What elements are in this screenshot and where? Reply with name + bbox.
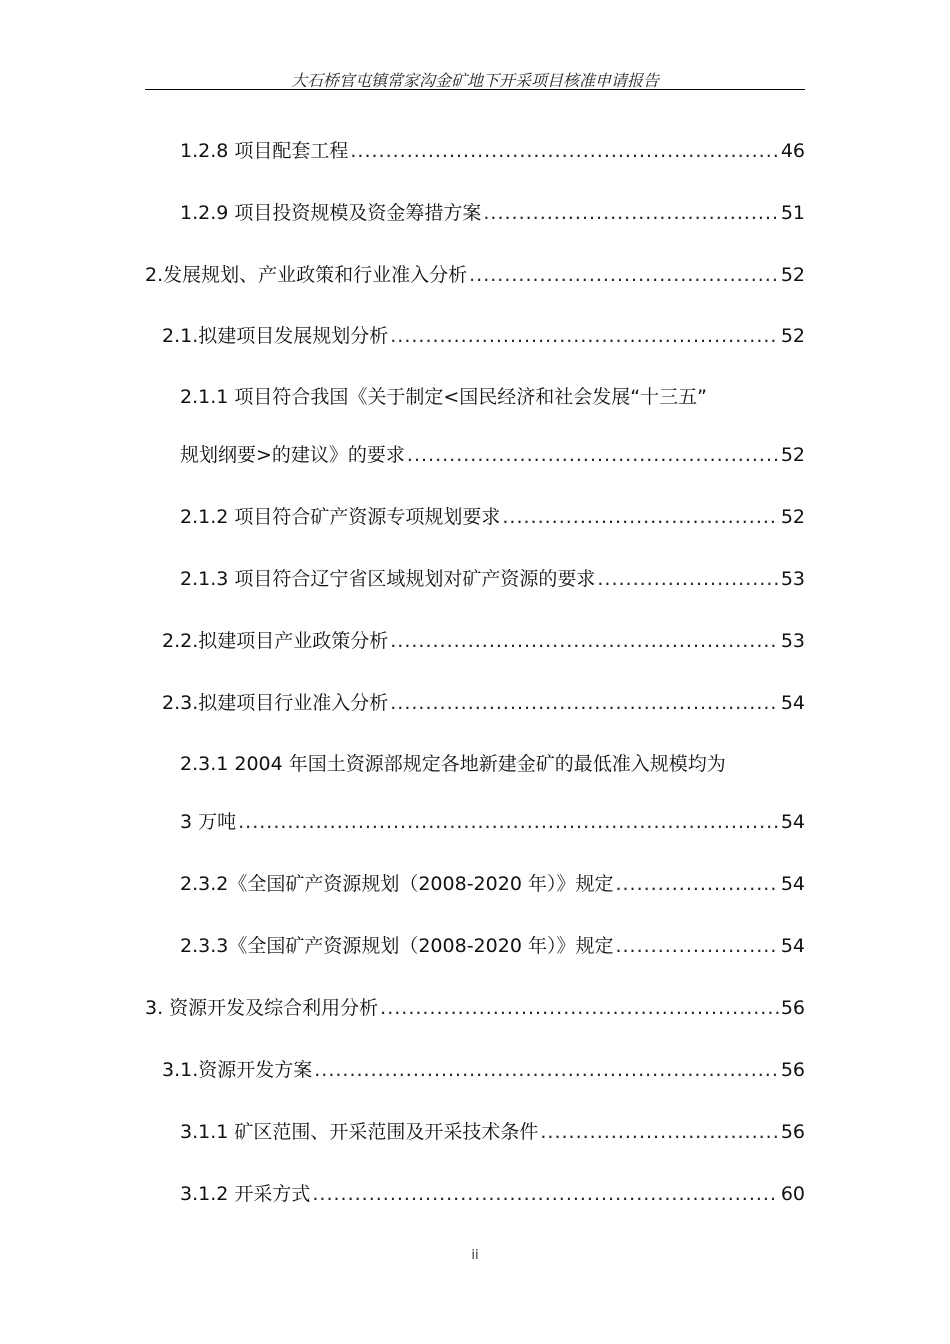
toc-entry-2-1-2[interactable] bbox=[180, 504, 805, 530]
page-number: ii bbox=[471, 1248, 479, 1263]
toc-entry-2-1[interactable] bbox=[162, 323, 805, 349]
toc-entry-title: 2.发展规划、产业政策和行业准入分析 bbox=[145, 264, 468, 286]
toc-entry-1-2-8[interactable] bbox=[180, 138, 805, 164]
toc-page-number: 53 bbox=[780, 568, 805, 590]
toc-page-number: 52 bbox=[780, 444, 805, 466]
toc-entry-title: 3.1.资源开发方案 bbox=[162, 1059, 313, 1081]
toc-entry-2-3-2[interactable] bbox=[180, 871, 805, 897]
toc-page-number: 54 bbox=[780, 811, 805, 833]
toc-entry-title: 3.1.2 开采方式 bbox=[180, 1183, 311, 1205]
toc-entry-title: 1.2.8 项目配套工程 bbox=[180, 140, 349, 162]
toc-entry-2-3-3[interactable] bbox=[180, 933, 805, 959]
toc-entry-2-1-1[interactable] bbox=[180, 442, 805, 468]
toc-leader-dots bbox=[540, 1119, 778, 1145]
toc-leader-dots bbox=[469, 262, 779, 288]
toc-page-number: 54 bbox=[780, 692, 805, 714]
toc-leader-dots bbox=[380, 995, 779, 1021]
toc-page-number: 60 bbox=[780, 1183, 805, 1205]
toc-leader-dots bbox=[407, 442, 779, 468]
toc-entry-title: 2.3.拟建项目行业准入分析 bbox=[162, 692, 389, 714]
toc-entry-3-1[interactable] bbox=[162, 1057, 805, 1083]
toc-entry-title: 2.1.2 项目符合矿产资源专项规划要求 bbox=[180, 506, 501, 528]
toc-leader-dots bbox=[597, 566, 778, 592]
toc-leader-dots bbox=[312, 1181, 778, 1207]
toc-leader-dots bbox=[238, 809, 779, 835]
toc-entry-title: 2.3.3《全国矿产资源规划（2008-2020 年）》规定 bbox=[180, 935, 614, 957]
toc-entry-3[interactable] bbox=[145, 995, 805, 1021]
toc-entry-title: 3.1.1 矿区范围、开采范围及开采技术条件 bbox=[180, 1121, 539, 1143]
toc-entry-title: 2.1.拟建项目发展规划分析 bbox=[162, 325, 389, 347]
toc-entry-3-1-2[interactable] bbox=[180, 1181, 805, 1207]
toc-page-number: 46 bbox=[780, 140, 805, 162]
toc-leader-dots bbox=[615, 871, 778, 897]
toc-page-number: 54 bbox=[780, 935, 805, 957]
toc-entry-3-1-1[interactable] bbox=[180, 1119, 805, 1145]
toc-leader-dots bbox=[350, 138, 778, 164]
toc-page-number: 52 bbox=[780, 264, 805, 286]
toc-leader-dots bbox=[483, 200, 778, 226]
toc-entry-2-1-3[interactable] bbox=[180, 566, 805, 592]
toc-entry-title: 2.1.3 项目符合辽宁省区域规划对矿产资源的要求 bbox=[180, 568, 596, 590]
toc-page-number: 56 bbox=[780, 1121, 805, 1143]
toc-leader-dots bbox=[615, 933, 778, 959]
toc-entry-title: 3. 资源开发及综合利用分析 bbox=[145, 997, 379, 1019]
toc-entry-title: 1.2.9 项目投资规模及资金筹措方案 bbox=[180, 202, 482, 224]
toc-entry-2-3-1[interactable] bbox=[180, 809, 805, 835]
document-title: 大石桥官屯镇常家沟金矿地下开采项目核准申请报告 bbox=[290, 71, 659, 90]
toc-entry-2[interactable] bbox=[145, 262, 805, 288]
toc-page-number: 56 bbox=[780, 1059, 805, 1081]
toc-entry-title: 2.3.2《全国矿产资源规划（2008-2020 年）》规定 bbox=[180, 873, 614, 895]
toc-entry-1-2-9[interactable] bbox=[180, 200, 805, 226]
toc-page-number: 51 bbox=[780, 202, 805, 224]
toc-entry-title: 3 万吨 bbox=[180, 811, 237, 833]
toc-page-number: 53 bbox=[780, 630, 805, 652]
toc-page-number: 52 bbox=[780, 506, 805, 528]
toc-entry-2-2[interactable] bbox=[162, 628, 805, 654]
toc-page-number: 56 bbox=[780, 997, 805, 1019]
toc-leader-dots bbox=[390, 628, 779, 654]
toc-leader-dots bbox=[502, 504, 778, 530]
toc-page-number: 52 bbox=[780, 325, 805, 347]
toc-entry-title: 规划纲要>的建议》的要求 bbox=[180, 444, 405, 466]
toc-entry-2-1-1-line1[interactable]: 2.1.1 项目符合我国《关于制定<国民经济和社会发展“十三五” bbox=[180, 386, 707, 408]
toc-entry-2-3[interactable] bbox=[162, 690, 805, 716]
toc-entry-2-3-1-line1[interactable]: 2.3.1 2004 年国土资源部规定各地新建金矿的最低准入规模均为 bbox=[180, 753, 726, 775]
toc-leader-dots bbox=[314, 1057, 779, 1083]
toc-entry-title: 2.2.拟建项目产业政策分析 bbox=[162, 630, 389, 652]
toc-leader-dots bbox=[390, 323, 779, 349]
toc-leader-dots bbox=[390, 690, 779, 716]
toc-page-number: 54 bbox=[780, 873, 805, 895]
